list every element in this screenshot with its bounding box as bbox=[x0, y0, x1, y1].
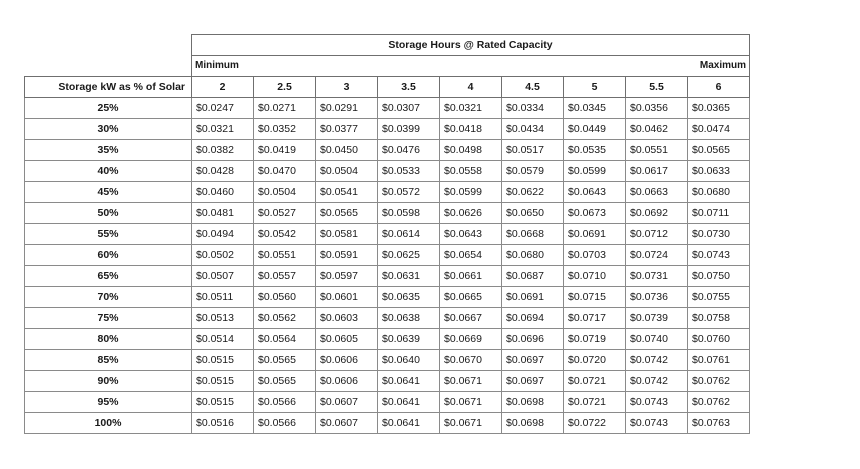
table-cell: $0.0247 bbox=[192, 98, 254, 119]
table-cell: $0.0670 bbox=[440, 350, 502, 371]
table-cell: $0.0631 bbox=[378, 266, 440, 287]
table-cell: $0.0434 bbox=[502, 119, 564, 140]
column-header: 3.5 bbox=[378, 77, 440, 98]
table-row bbox=[25, 392, 750, 413]
table-cell: $0.0513 bbox=[192, 308, 254, 329]
table-cell: $0.0599 bbox=[440, 182, 502, 203]
table-cell: $0.0641 bbox=[378, 371, 440, 392]
table-cell: $0.0721 bbox=[564, 371, 626, 392]
table-cell: $0.0564 bbox=[254, 329, 316, 350]
table-cell: $0.0565 bbox=[254, 371, 316, 392]
table-cell: $0.0517 bbox=[502, 140, 564, 161]
table-cell: $0.0598 bbox=[378, 203, 440, 224]
table-cell: $0.0622 bbox=[502, 182, 564, 203]
table-cell: $0.0365 bbox=[688, 98, 750, 119]
row-label: 55% bbox=[25, 224, 192, 245]
column-header: 4.5 bbox=[502, 77, 564, 98]
table-cell: $0.0750 bbox=[688, 266, 750, 287]
table-cell: $0.0720 bbox=[564, 350, 626, 371]
table-cell: $0.0566 bbox=[254, 392, 316, 413]
table-cell: $0.0560 bbox=[254, 287, 316, 308]
table-cell: $0.0743 bbox=[626, 413, 688, 434]
table-cell: $0.0542 bbox=[254, 224, 316, 245]
table-cell: $0.0562 bbox=[254, 308, 316, 329]
table-cell: $0.0669 bbox=[440, 329, 502, 350]
row-label: 35% bbox=[25, 140, 192, 161]
row-label: 100% bbox=[25, 413, 192, 434]
row-label: 80% bbox=[25, 329, 192, 350]
table-cell: $0.0724 bbox=[626, 245, 688, 266]
table-cell: $0.0334 bbox=[502, 98, 564, 119]
table-cell: $0.0661 bbox=[440, 266, 502, 287]
table-cell: $0.0449 bbox=[564, 119, 626, 140]
table-cell: $0.0742 bbox=[626, 371, 688, 392]
table-cell: $0.0565 bbox=[316, 203, 378, 224]
table-cell: $0.0696 bbox=[502, 329, 564, 350]
table-cell: $0.0601 bbox=[316, 287, 378, 308]
table-cell: $0.0680 bbox=[502, 245, 564, 266]
table-cell: $0.0356 bbox=[626, 98, 688, 119]
table-cell: $0.0663 bbox=[626, 182, 688, 203]
table-cell: $0.0755 bbox=[688, 287, 750, 308]
table-cell: $0.0599 bbox=[564, 161, 626, 182]
table-cell: $0.0606 bbox=[316, 371, 378, 392]
table-cell: $0.0625 bbox=[378, 245, 440, 266]
table-cell: $0.0516 bbox=[192, 413, 254, 434]
table-cell: $0.0460 bbox=[192, 182, 254, 203]
table-cell: $0.0551 bbox=[254, 245, 316, 266]
table-row bbox=[25, 350, 750, 371]
table-cell: $0.0671 bbox=[440, 413, 502, 434]
table-cell: $0.0541 bbox=[316, 182, 378, 203]
table-cell: $0.0399 bbox=[378, 119, 440, 140]
table-cell: $0.0614 bbox=[378, 224, 440, 245]
table-row bbox=[25, 161, 750, 182]
table-cell: $0.0739 bbox=[626, 308, 688, 329]
storage-cost-table bbox=[24, 34, 750, 434]
row-label: 85% bbox=[25, 350, 192, 371]
table-cell: $0.0667 bbox=[440, 308, 502, 329]
column-header: 2 bbox=[192, 77, 254, 98]
table-cell: $0.0607 bbox=[316, 392, 378, 413]
table-row bbox=[25, 287, 750, 308]
table-cell: $0.0382 bbox=[192, 140, 254, 161]
corner-blank-2 bbox=[25, 56, 192, 77]
table-cell: $0.0605 bbox=[316, 329, 378, 350]
table-cell: $0.0527 bbox=[254, 203, 316, 224]
row-label: 60% bbox=[25, 245, 192, 266]
table-cell: $0.0291 bbox=[316, 98, 378, 119]
table-cell: $0.0271 bbox=[254, 98, 316, 119]
cost-table-container bbox=[24, 34, 750, 434]
table-cell: $0.0557 bbox=[254, 266, 316, 287]
table-cell: $0.0606 bbox=[316, 350, 378, 371]
column-header: 6 bbox=[688, 77, 750, 98]
table-cell: $0.0743 bbox=[626, 392, 688, 413]
table-cell: $0.0504 bbox=[316, 161, 378, 182]
table-cell: $0.0731 bbox=[626, 266, 688, 287]
table-row bbox=[25, 329, 750, 350]
table-cell: $0.0572 bbox=[378, 182, 440, 203]
table-title: Storage Hours @ Rated Capacity bbox=[192, 35, 750, 56]
row-label: 95% bbox=[25, 392, 192, 413]
table-cell: $0.0352 bbox=[254, 119, 316, 140]
table-cell: $0.0515 bbox=[192, 371, 254, 392]
table-cell: $0.0697 bbox=[502, 371, 564, 392]
table-cell: $0.0551 bbox=[626, 140, 688, 161]
table-cell: $0.0591 bbox=[316, 245, 378, 266]
table-cell: $0.0419 bbox=[254, 140, 316, 161]
table-cell: $0.0665 bbox=[440, 287, 502, 308]
table-cell: $0.0428 bbox=[192, 161, 254, 182]
table-row bbox=[25, 413, 750, 434]
table-cell: $0.0597 bbox=[316, 266, 378, 287]
table-cell: $0.0535 bbox=[564, 140, 626, 161]
table-cell: $0.0687 bbox=[502, 266, 564, 287]
row-label: 65% bbox=[25, 266, 192, 287]
table-cell: $0.0694 bbox=[502, 308, 564, 329]
table-cell: $0.0603 bbox=[316, 308, 378, 329]
table-cell: $0.0481 bbox=[192, 203, 254, 224]
table-cell: $0.0673 bbox=[564, 203, 626, 224]
table-cell: $0.0721 bbox=[564, 392, 626, 413]
table-cell: $0.0565 bbox=[254, 350, 316, 371]
table-cell: $0.0722 bbox=[564, 413, 626, 434]
table-cell: $0.0418 bbox=[440, 119, 502, 140]
table-cell: $0.0377 bbox=[316, 119, 378, 140]
table-cell: $0.0345 bbox=[564, 98, 626, 119]
column-header: 4 bbox=[440, 77, 502, 98]
table-row bbox=[25, 371, 750, 392]
column-header: 5.5 bbox=[626, 77, 688, 98]
table-cell: $0.0515 bbox=[192, 392, 254, 413]
row-header-label: Storage kW as % of Solar bbox=[25, 77, 192, 98]
corner-blank bbox=[25, 35, 192, 56]
table-row bbox=[25, 203, 750, 224]
table-cell: $0.0641 bbox=[378, 392, 440, 413]
row-label: 25% bbox=[25, 98, 192, 119]
table-cell: $0.0710 bbox=[564, 266, 626, 287]
column-header: 5 bbox=[564, 77, 626, 98]
table-cell: $0.0671 bbox=[440, 371, 502, 392]
row-label: 40% bbox=[25, 161, 192, 182]
table-cell: $0.0507 bbox=[192, 266, 254, 287]
row-label: 45% bbox=[25, 182, 192, 203]
table-cell: $0.0671 bbox=[440, 392, 502, 413]
table-cell: $0.0470 bbox=[254, 161, 316, 182]
table-cell: $0.0515 bbox=[192, 350, 254, 371]
table-cell: $0.0698 bbox=[502, 392, 564, 413]
table-cell: $0.0476 bbox=[378, 140, 440, 161]
table-cell: $0.0579 bbox=[502, 161, 564, 182]
table-cell: $0.0650 bbox=[502, 203, 564, 224]
table-cell: $0.0502 bbox=[192, 245, 254, 266]
table-cell: $0.0740 bbox=[626, 329, 688, 350]
table-cell: $0.0643 bbox=[564, 182, 626, 203]
table-cell: $0.0640 bbox=[378, 350, 440, 371]
table-cell: $0.0307 bbox=[378, 98, 440, 119]
table-cell: $0.0494 bbox=[192, 224, 254, 245]
table-cell: $0.0581 bbox=[316, 224, 378, 245]
table-cell: $0.0717 bbox=[564, 308, 626, 329]
maximum-label: Maximum bbox=[699, 60, 746, 71]
table-cell: $0.0698 bbox=[502, 413, 564, 434]
row-label: 30% bbox=[25, 119, 192, 140]
row-label: 70% bbox=[25, 287, 192, 308]
range-labels bbox=[192, 56, 750, 77]
table-cell: $0.0641 bbox=[378, 413, 440, 434]
table-cell: $0.0719 bbox=[564, 329, 626, 350]
table-cell: $0.0514 bbox=[192, 329, 254, 350]
table-cell: $0.0511 bbox=[192, 287, 254, 308]
table-cell: $0.0743 bbox=[688, 245, 750, 266]
table-cell: $0.0626 bbox=[440, 203, 502, 224]
table-cell: $0.0762 bbox=[688, 392, 750, 413]
table-cell: $0.0639 bbox=[378, 329, 440, 350]
column-header: 3 bbox=[316, 77, 378, 98]
table-cell: $0.0450 bbox=[316, 140, 378, 161]
table-row bbox=[25, 308, 750, 329]
table-cell: $0.0504 bbox=[254, 182, 316, 203]
table-cell: $0.0715 bbox=[564, 287, 626, 308]
table-cell: $0.0638 bbox=[378, 308, 440, 329]
table-cell: $0.0703 bbox=[564, 245, 626, 266]
table-cell: $0.0654 bbox=[440, 245, 502, 266]
table-cell: $0.0736 bbox=[626, 287, 688, 308]
table-row bbox=[25, 224, 750, 245]
table-cell: $0.0758 bbox=[688, 308, 750, 329]
table-cell: $0.0635 bbox=[378, 287, 440, 308]
table-cell: $0.0691 bbox=[564, 224, 626, 245]
minimum-label: Minimum bbox=[195, 60, 239, 71]
table-row bbox=[25, 119, 750, 140]
row-label: 50% bbox=[25, 203, 192, 224]
table-row bbox=[25, 140, 750, 161]
table-cell: $0.0680 bbox=[688, 182, 750, 203]
table-cell: $0.0691 bbox=[502, 287, 564, 308]
table-row bbox=[25, 182, 750, 203]
table-row bbox=[25, 245, 750, 266]
table-cell: $0.0760 bbox=[688, 329, 750, 350]
table-cell: $0.0617 bbox=[626, 161, 688, 182]
table-cell: $0.0643 bbox=[440, 224, 502, 245]
table-cell: $0.0761 bbox=[688, 350, 750, 371]
table-cell: $0.0533 bbox=[378, 161, 440, 182]
table-cell: $0.0763 bbox=[688, 413, 750, 434]
column-header-row bbox=[25, 77, 750, 98]
table-cell: $0.0692 bbox=[626, 203, 688, 224]
table-cell: $0.0730 bbox=[688, 224, 750, 245]
table-cell: $0.0762 bbox=[688, 371, 750, 392]
table-cell: $0.0565 bbox=[688, 140, 750, 161]
table-cell: $0.0462 bbox=[626, 119, 688, 140]
table-cell: $0.0668 bbox=[502, 224, 564, 245]
table-cell: $0.0742 bbox=[626, 350, 688, 371]
table-cell: $0.0566 bbox=[254, 413, 316, 434]
column-header: 2.5 bbox=[254, 77, 316, 98]
table-cell: $0.0607 bbox=[316, 413, 378, 434]
row-label: 75% bbox=[25, 308, 192, 329]
table-cell: $0.0558 bbox=[440, 161, 502, 182]
row-label: 90% bbox=[25, 371, 192, 392]
table-cell: $0.0321 bbox=[192, 119, 254, 140]
table-cell: $0.0498 bbox=[440, 140, 502, 161]
table-cell: $0.0697 bbox=[502, 350, 564, 371]
table-cell: $0.0321 bbox=[440, 98, 502, 119]
table-body bbox=[25, 98, 750, 434]
table-row bbox=[25, 266, 750, 287]
table-cell: $0.0712 bbox=[626, 224, 688, 245]
table-cell: $0.0474 bbox=[688, 119, 750, 140]
table-cell: $0.0633 bbox=[688, 161, 750, 182]
table-row bbox=[25, 98, 750, 119]
table-cell: $0.0711 bbox=[688, 203, 750, 224]
